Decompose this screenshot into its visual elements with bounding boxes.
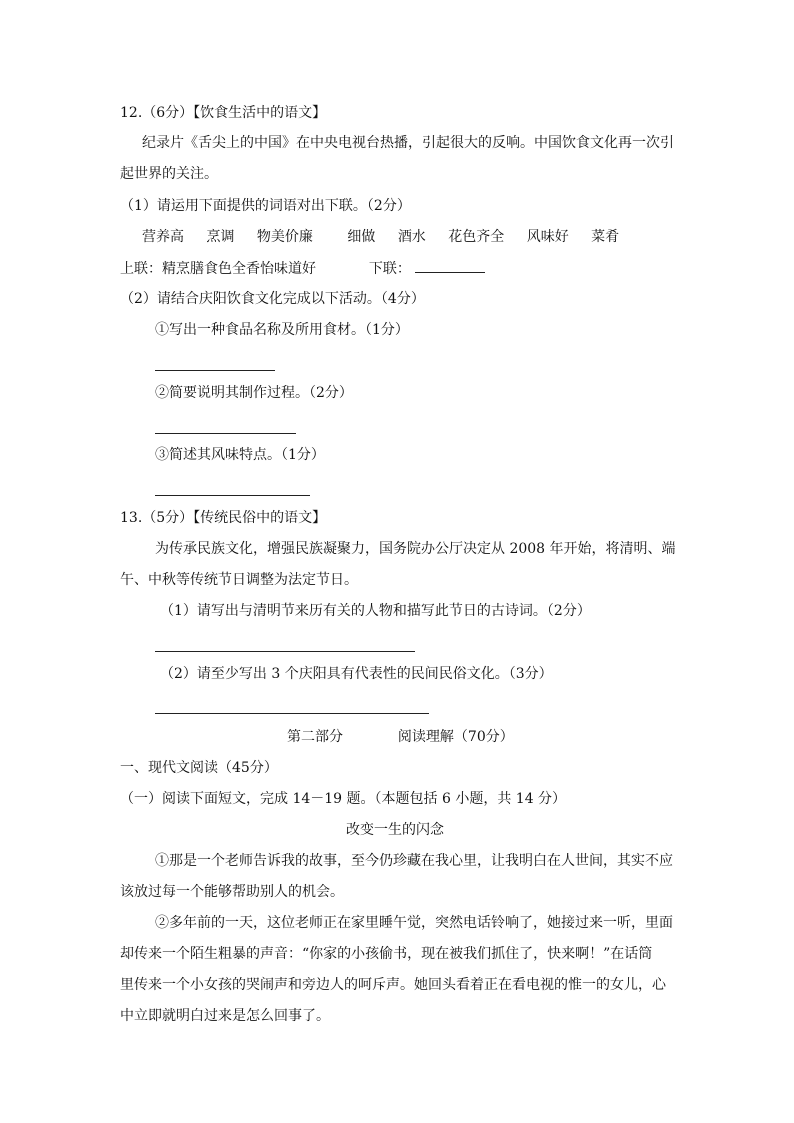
- paragraph-1-line-1: ①那是一个老师告诉我的故事，至今仍珍藏在我心里，让我明白在人世间，其实不应: [155, 853, 673, 869]
- q12-item1-answer-line[interactable]: [155, 370, 275, 371]
- word-item: 物美价廉: [256, 229, 313, 245]
- q12-heading: 12.（6分）【饮食生活中的语文】: [120, 105, 327, 121]
- q13-sub2: （2）请至少写出 3 个庆阳具有代表性的民间民俗文化。（3分）: [160, 666, 553, 682]
- word-item: 菜肴: [591, 229, 620, 245]
- part2-title-left: 第二部分: [287, 729, 343, 745]
- paragraph-2-line-2: 却传来一个陌生粗暴的声音：“你家的小孩偷书，现在被我们抓住了，快来啊！”在话筒: [120, 946, 653, 962]
- q12-intro-line-2: 起世界的关注。: [120, 166, 218, 182]
- q12-item3-answer-line[interactable]: [155, 495, 310, 496]
- paragraph-2-line-4: 中立即就明白过来是怎么回事了。: [120, 1008, 330, 1024]
- word-item: 细做: [347, 229, 376, 245]
- q12-item1: ①写出一种食品名称及所用食材。（1分）: [155, 322, 409, 338]
- paragraph-1-line-2: 该放过每一个能够帮助别人的机会。: [120, 884, 344, 900]
- lower-couplet-label: 下联：: [368, 261, 411, 277]
- part2-title-right: 阅读理解（70分）: [397, 729, 514, 745]
- reading-instruction: （一）阅读下面短文，完成 14－19 题。（本题包括 6 小题，共 14 分）: [120, 791, 567, 807]
- q12-item2-answer-line[interactable]: [155, 433, 296, 434]
- q13-sub1: （1）请写出与清明节来历有关的人物和描写此节日的古诗词。（2分）: [160, 603, 591, 619]
- q12-word-list: [142, 227, 637, 247]
- paragraph-2-line-3: 里传来一个小女孩的哭闹声和旁边人的呵斥声。她回头看着正在看电视的惟一的女儿，心: [120, 977, 666, 993]
- q12-item2: ②简要说明其制作过程。（2分）: [155, 385, 353, 401]
- word-item: 风味好: [526, 229, 569, 245]
- q12-sub2: （2）请结合庆阳饮食文化完成以下活动。（4分）: [120, 291, 425, 307]
- part2-title: [287, 727, 514, 747]
- word-item: 烹调: [206, 229, 235, 245]
- q13-sub2-answer-line[interactable]: [155, 713, 429, 714]
- q13-sub1-answer-line[interactable]: [155, 651, 415, 652]
- q13-intro-line-2: 午、中秋等传统节日调整为法定节日。: [120, 572, 358, 588]
- word-item: 营养高: [142, 229, 184, 245]
- section-heading: 一、现代文阅读（45分）: [120, 760, 278, 776]
- q12-item3: ③简述其风味特点。（1分）: [155, 447, 325, 463]
- q12-couplet-row: [120, 258, 485, 279]
- word-item: 花色齐全: [448, 229, 505, 245]
- q12-intro-line-1: 纪录片《舌尖上的中国》在中央电视台热播，引起很大的反响。中国饮食文化再一次引: [142, 135, 674, 151]
- q13-heading: 13.（5分）【传统民俗中的语文】: [120, 510, 327, 526]
- paragraph-2-line-1: ②多年前的一天，这位老师正在家里睡午觉，突然电话铃响了，她接过来一听，里面: [155, 915, 673, 931]
- lower-couplet-blank[interactable]: [415, 258, 485, 273]
- article-title: 改变一生的闪念: [346, 822, 444, 838]
- upper-couplet: 上联：精烹膳食色全香怡味道好: [120, 261, 316, 277]
- q12-sub1: （1）请运用下面提供的词语对出下联。（2分）: [120, 198, 411, 214]
- q13-intro-line-1: 为传承民族文化，增强民族凝聚力，国务院办公厅决定从 2008 年开始，将清明、端: [155, 541, 676, 557]
- word-item: 酒水: [397, 229, 426, 245]
